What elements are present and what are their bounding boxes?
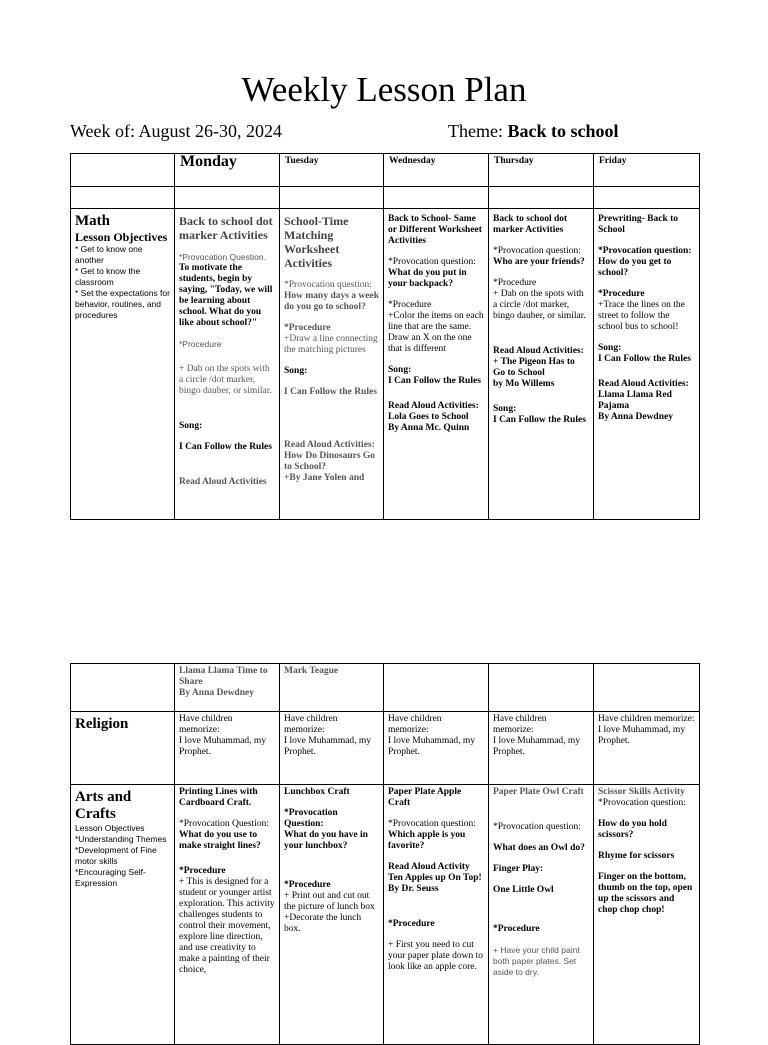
math-wed-title: Back to School- Same or Different Worksheet Activities (388, 214, 482, 246)
arts-tue-proc-label: *Procedure (284, 880, 331, 890)
day-wednesday: Wednesday (384, 154, 489, 187)
arts-wed-proc: + First you need to cut your paper plate down to look like an apple core. (388, 940, 483, 972)
religion-mon-text: Have children memorize: I love Muhammad, my Prophet. (179, 714, 267, 757)
arts-wed-title: Paper Plate Apple Craft (388, 787, 462, 808)
continuation-row (71, 664, 700, 712)
day-friday: Friday (594, 154, 700, 187)
arts-objectives: *Understanding Themes *Development of Fine motor skills *Encouraging Self-Expression (75, 834, 167, 888)
religion-tue-text: Have children memorize: I love Muhammad, my Prophet. (284, 714, 372, 757)
arts-thu-prov: What does an Owl do? (493, 843, 585, 853)
theme (448, 121, 619, 142)
religion-tuesday (280, 712, 384, 785)
math-wed-prov: What do you put in your backpack? (388, 268, 467, 289)
math-wed-proc: +Color the items on each line that are the same. Draw an X on the one that is different (388, 311, 484, 354)
arts-mon-proc: + This is designed for a student or younger artist exploration. This activity challenges students to control their movement, explore line direction, and use creativity to make a painting of their choice, (179, 877, 275, 975)
religion-thu-text: Have children memorize: I love Muhammad, my Prophet. (493, 714, 581, 757)
day-monday: Monday (175, 154, 280, 187)
math-wed-read: Read Aloud Activities: Lola Goes to School By Anna Mc. Quinn (388, 401, 479, 433)
arts-tuesday (280, 785, 384, 1045)
arts-fri-title: Scissor Skills Activity (598, 787, 685, 797)
math-objectives: * Get to know one another * Get to know the classroom * Set the expectations for behavior, routines, and procedures (75, 244, 170, 320)
arts-tue-proc: + Print out and cut out the picture of lunch box +Decorate the lunch box. (284, 891, 375, 934)
cont-monday-text: Llama Llama Time to Share By Anna Dewdney (179, 666, 268, 698)
math-fri-prov: How do you get to school? (598, 257, 672, 278)
math-mon-song-label: Song: (179, 421, 203, 431)
math-fri-proc-label: *Procedure (598, 289, 645, 299)
blank-row (71, 187, 700, 209)
math-fri-proc: +Trace the lines on the street to follow the school bus to school! (598, 300, 685, 332)
math-tue-read: Read Aloud Activities: How Do Dinosaurs Go to School? +By Jane Yolen and (284, 440, 376, 483)
math-mon-read: Read Aloud Activities (179, 477, 267, 487)
arts-thu-title: Paper Plate Owl Craft (493, 787, 584, 797)
arts-subject-cell (71, 785, 175, 1045)
math-thu-proc-label: *Procedure (493, 278, 537, 288)
math-objectives-title: Lesson Objectives (75, 230, 168, 244)
math-thu-song: I Can Follow the Rules (493, 415, 586, 425)
arts-wed-read: Read Aloud Activity Ten Apples up On Top! By Dr. Seuss (388, 862, 482, 894)
arts-tue-title: Lunchbox Craft (284, 787, 350, 797)
religion-wednesday (384, 712, 489, 785)
math-wed-proc-label: *Procedure (388, 300, 432, 310)
arts-mon-title: Printing Lines with Cardboard Craft. (179, 787, 258, 808)
math-thu-read: Read Aloud Activities: + The Pigeon Has to Go to School by Mo Willems (493, 346, 584, 389)
arts-monday (175, 785, 280, 1045)
math-tue-prov: How many days a week do you go to school? (284, 291, 380, 312)
page-title: Weekly Lesson Plan (241, 70, 527, 109)
arts-wed-prov: Which apple is you favorite? (388, 830, 466, 851)
arts-tue-prov: What do you have in your lunchbox? (284, 830, 368, 851)
math-tue-proc: +Draw a line connecting the matching pictures (284, 334, 378, 355)
math-fri-song: I Can Follow the Rules (598, 354, 691, 364)
arts-wed-prov-label: *Provocation question: (388, 819, 476, 829)
math-tue-proc-label: *Procedure (284, 323, 331, 333)
week-of: Week of: August 26-30, 2024 (70, 121, 283, 141)
arts-fri-prov-label: *Provocation question: (598, 798, 686, 808)
math-mon-proc-label: *Procedure (179, 339, 222, 349)
religion-monday (175, 712, 280, 785)
arts-wednesday (384, 785, 489, 1045)
theme-value: Back to school (507, 121, 619, 141)
cont-monday (175, 664, 280, 712)
math-monday (175, 209, 280, 520)
arts-fri-rhyme: Rhyme for scissors (598, 851, 675, 861)
arts-friday (594, 785, 700, 1045)
arts-wed-proc-label: *Procedure (388, 919, 435, 929)
religion-fri-text: Have children memorize: I love Muhammad, my Prophet. (598, 714, 695, 746)
math-mon-proc: + Dab on the spots with a circle /dot marker, bingo dauber, or similar. (179, 364, 272, 396)
math-thursday (489, 209, 594, 520)
math-thu-prov: Who are your friends? (493, 257, 585, 267)
arts-thu-finger: One Little Owl (493, 885, 554, 895)
math-thu-proc: + Dab on the spots with a circle /dot marker, bingo dauber, or similar. (493, 289, 586, 321)
math-thu-prov-label: *Provocation question: (493, 246, 581, 256)
religion-wed-text: Have children memorize: I love Muhammad, my Prophet. (388, 714, 476, 757)
arts-thu-finger-label: Finger Play: (493, 864, 544, 874)
math-wed-prov-label: *Provocation question: (388, 257, 476, 267)
arts-tue-prov-label: *Provocation Question: (284, 808, 338, 829)
math-mon-prov-label: *Provocation Question. (179, 252, 266, 262)
religion-friday (594, 712, 700, 785)
math-friday (594, 209, 700, 520)
math-tue-song: I Can Follow the Rules (284, 387, 377, 397)
arts-fri-prov: How do you hold scissors? (598, 819, 667, 840)
math-mon-song: I Can Follow the Rules (179, 442, 272, 452)
math-row (71, 209, 700, 520)
math-mon-prov: To motivate the students, begin by saying, "Today, we will be learning about school. What do you like about school?" (179, 263, 273, 328)
arts-fri-finger: Finger on the bottom, thumb on the top, open up the scissors and chop chop chop! (598, 872, 693, 915)
math-wed-song: I Can Follow the Rules (388, 376, 481, 386)
day-header-row (71, 154, 700, 187)
theme-label: Theme: (448, 121, 503, 141)
arts-thursday (489, 785, 594, 1045)
cont-tuesday (280, 664, 384, 712)
math-tue-song-label: Song: (284, 366, 308, 376)
math-tue-title: School-Time Matching Worksheet Activities (284, 214, 349, 270)
arts-thu-proc-label: *Procedure (493, 924, 540, 934)
math-wed-song-label: Song: (388, 365, 412, 375)
cont-tuesday-text: Mark Teague (284, 666, 339, 676)
arts-thu-prov-label: *Provocation question: (493, 822, 581, 832)
math-fri-read: Read Aloud Activities: Llama Llama Red Pajama By Anna Dewdney (598, 379, 689, 422)
day-thursday: Thursday (489, 154, 594, 187)
math-wednesday (384, 209, 489, 520)
math-subject-cell (71, 209, 175, 520)
religion-row (71, 712, 700, 785)
lesson-table-page-2 (70, 663, 700, 1045)
math-tuesday (280, 209, 384, 520)
arts-mon-prov: What do you use to make straight lines? (179, 830, 261, 851)
math-fri-prov-label: *Provocation question: (598, 246, 692, 256)
arts-thu-proc: + Have your child paint both paper plates. Set aside to dry. (493, 945, 580, 977)
religion-thursday (489, 712, 594, 785)
arts-objectives-title: Lesson Objectives (75, 823, 145, 833)
math-mon-title: Back to school dot marker Activities (179, 214, 273, 242)
day-tuesday: Tuesday (280, 154, 384, 187)
math-tue-prov-label: *Provocation question: (284, 280, 372, 290)
corner-cell (71, 154, 175, 187)
religion-subject: Religion (75, 716, 129, 732)
math-thu-title: Back to school dot marker Activities (493, 214, 568, 235)
math-subject: Math (75, 213, 110, 229)
arts-row (71, 785, 700, 1045)
math-fri-song-label: Song: (598, 343, 622, 353)
arts-mon-prov-label: *Provocation Question: (179, 819, 269, 829)
religion-subject-cell (71, 712, 175, 785)
arts-subject: Arts and Crafts (75, 789, 132, 822)
arts-mon-proc-label: *Procedure (179, 866, 226, 876)
lesson-table-page-1 (70, 153, 700, 520)
math-thu-song-label: Song: (493, 404, 517, 414)
math-fri-title: Prewriting- Back to School (598, 214, 679, 235)
